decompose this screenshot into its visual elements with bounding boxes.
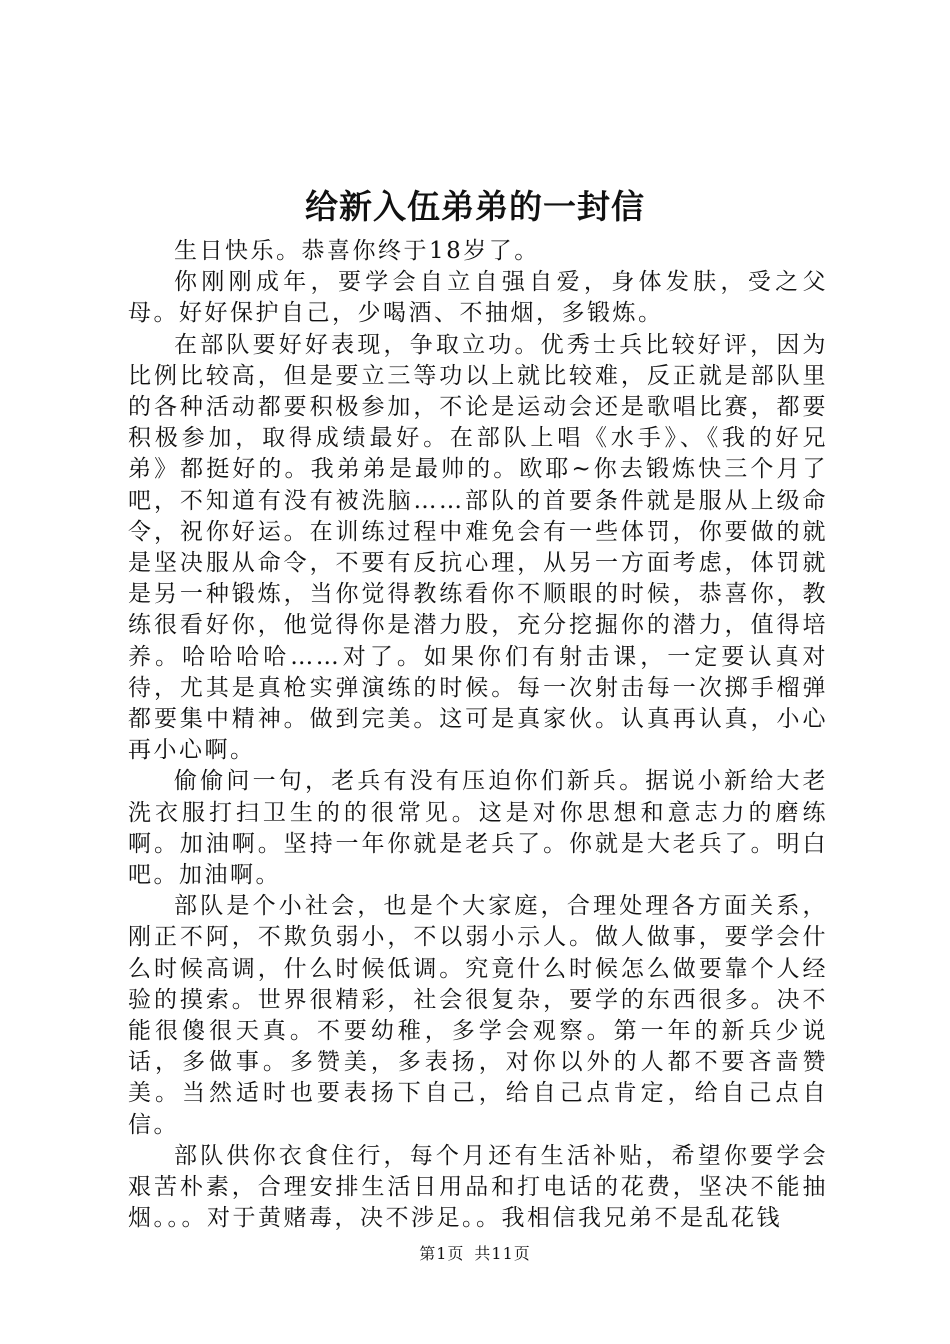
paragraph-living-expenses: 部队供你衣食住行，每个月还有生活补贴，希望你要学会艰苦朴素，合理安排生活日用品和打电话的花费，坚决不能抽烟。。。对于黄赌毒，决不涉足。。我相信我兄弟不是乱花钱 [128, 1142, 828, 1232]
paragraph-self-care: 你刚刚成年，要学会自立自强自爱，身体发肤，受之父母。好好保护自己，少喝酒、不抽烟，多锻炼。 [128, 269, 828, 327]
paragraph-army-performance: 在部队要好好表现，争取立功。优秀士兵比较好评，因为比例比较高，但是要立三等功以上就比较难，反正就是部队里的各种活动都要积极参加，不论是运动会还是歌唱比赛，都要积极参加，取得成绩最好。在部队上唱《水手》、《我的好兄弟》都挺好的。我弟弟是最帅的。欧耶~你去锻炼快三个月了吧，不知道有没有被洗脑……部队的首要条件就是服从上级命令，祝你好运。在训练过程中难免会有一些体罚，你要做的就是坚决服从命令，不要有反抗心理，从另一方面考虑，体罚就是另一种锻炼，当你觉得教练看你不顺眼的时候，恭喜你，教练很看好你，他觉得你是潜力股，充分挖掘你的潜力，值得培养。哈哈哈哈……对了。如果你们有射击课，一定要认真对待，尤其是真枪实弹演练的时候。每一次射击每一次掷手榴弹都要集中精神。做到完美。这可是真家伙。认真再认真，小心再小心啊。 [128, 331, 828, 764]
paragraph-society: 部队是个小社会，也是个大家庭，合理处理各方面关系，刚正不阿，不欺负弱小，不以弱小示人。做人做事，要学会什么时候高调，什么时候低调。究竟什么时候怎么做要靠个人经验的摸索。世界很精彩，社会很复杂，要学的东西很多。决不能很傻很天真。不要幼稚，多学会观察。第一年的新兵少说话，多做事。多赞美，多表扬，对你以外的人都不要吝啬赞美。当然适时也要表扬下自己，给自己点肯定，给自己点自信。 [128, 893, 828, 1138]
letter-body [128, 236, 828, 1235]
paragraph-veterans: 偷偷问一句，老兵有没有压迫你们新兵。据说小新给大老洗衣服打扫卫生的的很常见。这是对你思想和意志力的磨练啊。加油啊。坚持一年你就是老兵了。你就是大老兵了。明白吧。加油啊。 [128, 768, 828, 889]
paragraph-birthday: 生日快乐。恭喜你终于18岁了。 [174, 238, 540, 264]
page-title: 给新入伍弟弟的一封信 [305, 187, 645, 226]
page-footer [0, 1243, 950, 1265]
page-total: 共11页 [474, 1244, 531, 1263]
page-number: 第1页 [419, 1244, 465, 1263]
